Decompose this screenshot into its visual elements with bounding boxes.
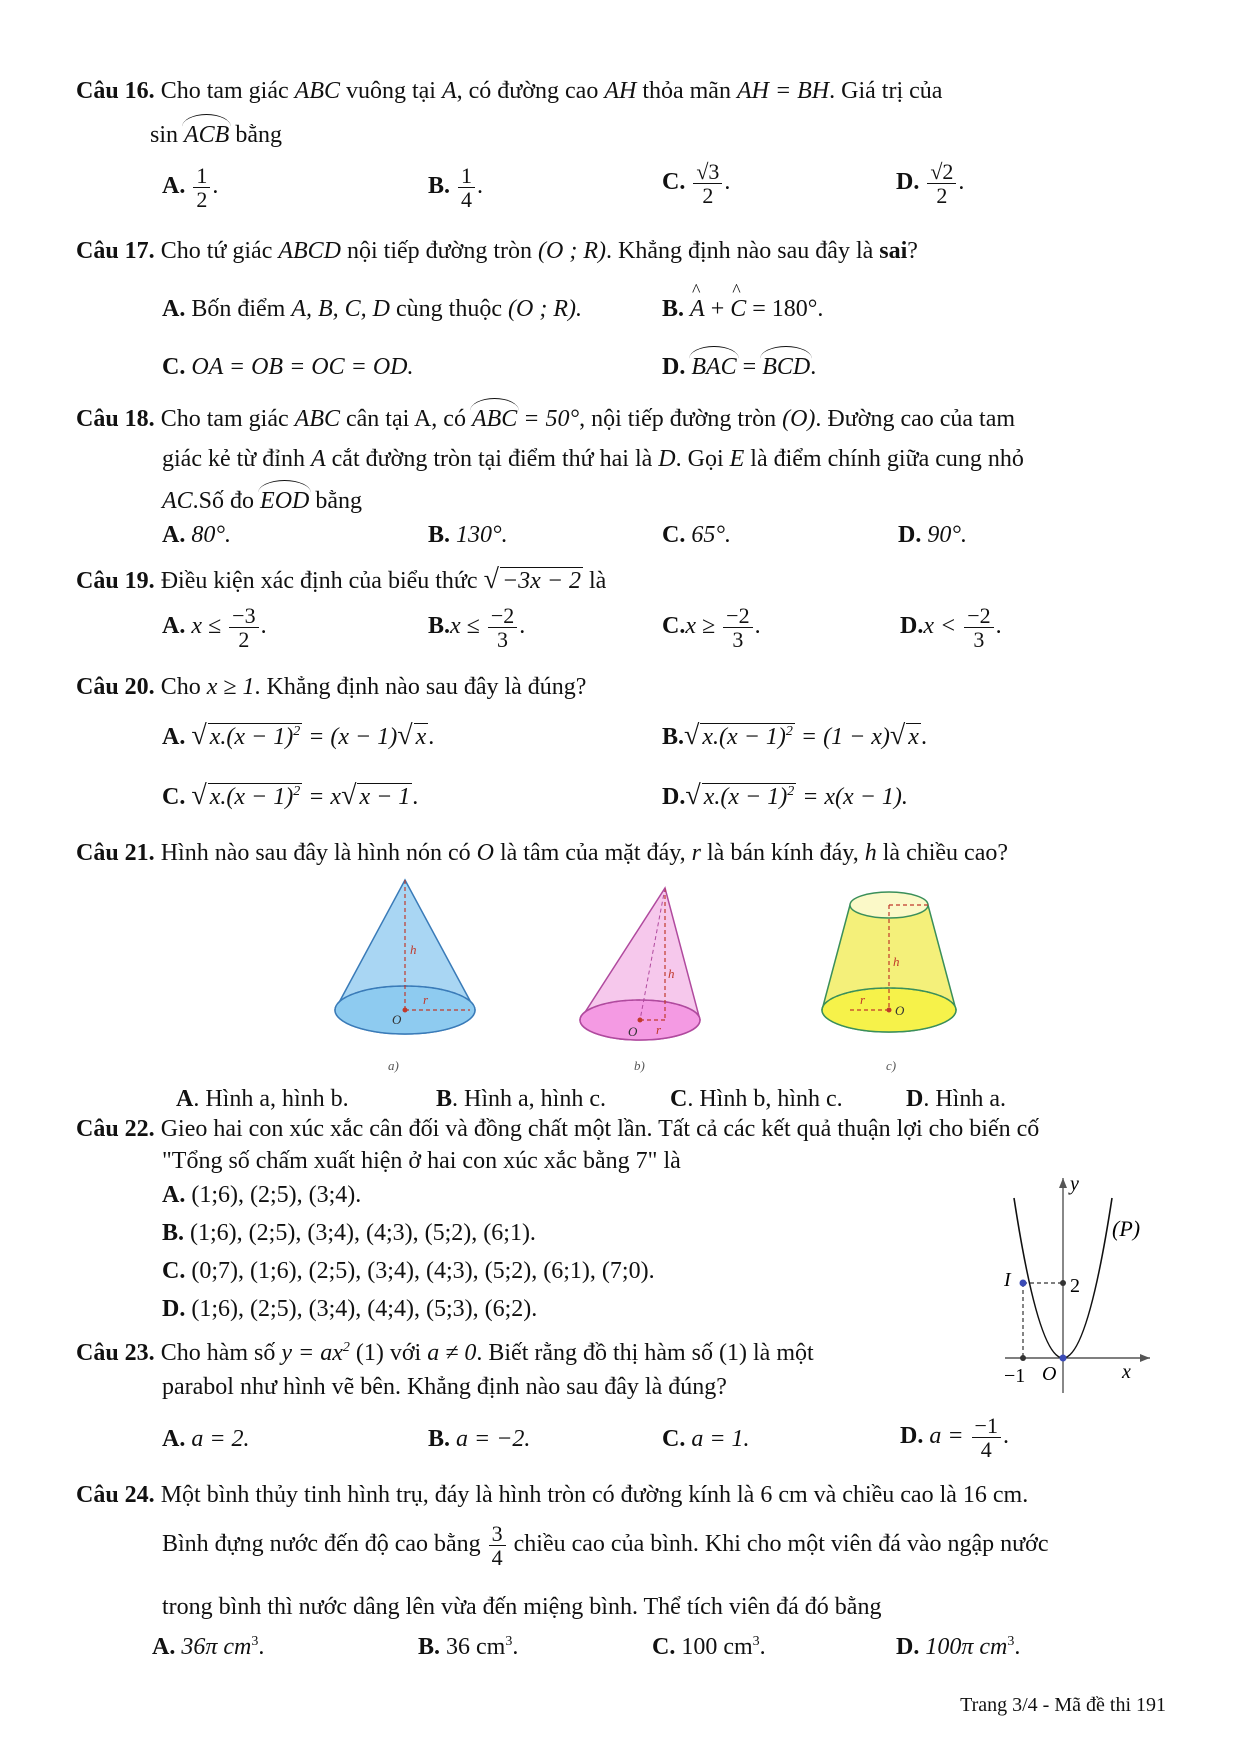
- option-label: D.: [900, 1423, 924, 1450]
- q24-line1: [76, 1482, 1028, 1510]
- angle-a: ^ A: [690, 296, 705, 324]
- q23-option-a[interactable]: [162, 1426, 250, 1454]
- q16-eq: AH = BH: [736, 78, 830, 104]
- option-label: A.: [162, 296, 186, 322]
- fig-b-o: O: [628, 1024, 638, 1039]
- q21-option-a[interactable]: [176, 1086, 349, 1114]
- frac-den: 2: [238, 627, 250, 653]
- frac-den: 3: [973, 627, 985, 653]
- frac-num: −2: [723, 604, 752, 628]
- exponent: 2: [293, 724, 301, 739]
- q23-option-c[interactable]: [662, 1426, 750, 1454]
- q21-figures: [320, 870, 980, 1080]
- q16-option-d[interactable]: D. $\frac{√2}{2}$ .: [896, 159, 965, 209]
- radicand: [702, 783, 796, 812]
- q24-text: chiều cao của bình. Khi cho một viên đá vào ngập nước: [513, 1531, 1049, 1558]
- frac-den: 3: [732, 627, 744, 653]
- q23-label: Câu 23.: [76, 1340, 155, 1366]
- q17-option-c[interactable]: [162, 354, 413, 382]
- option-rel: x ≥: [685, 613, 716, 640]
- q19-option-a[interactable]: A. x ≤ $\frac{-3}{2}$ .: [162, 603, 267, 653]
- q18-text: cân tại A, có: [345, 406, 466, 432]
- q18-angle-abc: ABC: [472, 398, 517, 434]
- frac-den: 2: [196, 187, 208, 213]
- frustum-c-figure: [822, 892, 956, 1073]
- dot: .: [428, 724, 435, 750]
- frac-den: 4: [461, 187, 473, 213]
- option-label: C.: [662, 522, 686, 548]
- q19-option-d[interactable]: D.x < $\frac{-2}{3}$ .: [900, 603, 1002, 653]
- fig-a-h: h: [410, 942, 417, 957]
- q17-label: Câu 17.: [76, 238, 155, 264]
- fig-b-r: r: [656, 1022, 662, 1037]
- option-label: D.: [162, 1296, 186, 1322]
- graph-o-label: O: [1042, 1363, 1057, 1385]
- option-label: D: [906, 1086, 924, 1112]
- q17-text: . Khẳng định nào sau đây là: [606, 238, 874, 264]
- q18-text: .Số đo: [192, 488, 255, 514]
- q17-line1: [76, 238, 918, 266]
- sqrt-sign: √: [889, 720, 906, 751]
- option-label: C.: [162, 784, 186, 810]
- fig-c-h: h: [893, 954, 900, 969]
- q22-label: Câu 22.: [76, 1116, 155, 1142]
- q16-option-b[interactable]: B. $\frac{1}{4}$ .: [428, 163, 484, 213]
- q20-option-b[interactable]: [662, 720, 927, 752]
- radicand: [208, 783, 302, 812]
- page-footer: Trang 3/4 - Mã đề thi 191: [960, 1694, 1166, 1716]
- fig-a-caption: a): [388, 1058, 399, 1073]
- dot: .: [258, 1634, 265, 1660]
- option-text: . Hình a, hình c.: [452, 1086, 606, 1112]
- option-label: B.: [428, 613, 451, 640]
- q19-option-c[interactable]: C.x ≥ $\frac{-2}{3}$ .: [662, 603, 761, 653]
- q17-circle: (O ; R): [538, 238, 606, 264]
- option-label: C.: [662, 169, 686, 196]
- option-label: D.: [900, 613, 924, 640]
- option-text: (1;6), (2;5), (3;4), (4;3), (5;2), (6;1).: [190, 1220, 536, 1246]
- exponent: 3: [505, 1634, 513, 1649]
- q18-option-d[interactable]: [898, 522, 967, 550]
- dot: .: [759, 1634, 766, 1660]
- q18-circle: (O): [782, 406, 816, 432]
- exponent: 2: [293, 784, 301, 799]
- q20-text: Cho: [160, 674, 201, 700]
- option-label: A.: [162, 613, 186, 640]
- q17-option-a[interactable]: [162, 296, 582, 324]
- option-label: A.: [162, 1182, 186, 1208]
- q17-option-d[interactable]: [662, 346, 816, 382]
- exponent: 3: [251, 1634, 259, 1649]
- q17-abcd: ABCD: [278, 238, 342, 264]
- q21-option-c[interactable]: [670, 1086, 843, 1114]
- graph-i-label: I: [1004, 1269, 1011, 1291]
- arc-bac: BAC: [691, 346, 736, 382]
- frac-num: −1: [972, 1414, 1001, 1438]
- q24-option-d[interactable]: [896, 1634, 1020, 1662]
- option-label: D.: [896, 1634, 920, 1660]
- option-label: B.: [162, 1220, 185, 1246]
- fig-c-o: O: [895, 1003, 905, 1018]
- q18-angle-val: = 50°: [523, 406, 580, 432]
- cone-a-figure: [335, 880, 475, 1073]
- option-label: A.: [162, 724, 186, 750]
- q18-text: bằng: [315, 488, 363, 514]
- frac-num: 1: [193, 164, 210, 188]
- exponent: 2: [785, 724, 793, 739]
- q16-text: bằng: [235, 122, 282, 148]
- radicand: [700, 723, 794, 752]
- radicand-text: x.(x − 1): [209, 724, 294, 750]
- fig-a-r: r: [423, 992, 429, 1007]
- q20-option-c[interactable]: [162, 780, 418, 812]
- q21-line1: [76, 840, 1008, 868]
- option-rel: x <: [923, 613, 957, 640]
- dot: .: [1014, 1634, 1021, 1660]
- point-i: [1020, 1280, 1027, 1287]
- q21-text: là chiều cao?: [882, 840, 1008, 866]
- option-label: D.: [898, 522, 922, 548]
- q23-text: (1) với: [355, 1340, 422, 1366]
- option-label: B.: [428, 173, 451, 200]
- option-text: Bốn điểm: [191, 296, 286, 322]
- option-value: 100 cm: [681, 1634, 753, 1660]
- option-text: . Hình a, hình b.: [193, 1086, 349, 1112]
- option-label: D.: [662, 784, 686, 810]
- option-label: A.: [162, 522, 186, 548]
- option-value: 65°.: [691, 522, 731, 548]
- option-rad: x: [415, 724, 427, 750]
- q24-option-b[interactable]: [418, 1634, 518, 1662]
- q21-h: h: [864, 840, 877, 866]
- q24-option-a[interactable]: [152, 1634, 264, 1662]
- q16-a: A: [441, 78, 457, 104]
- fraction: [693, 160, 722, 207]
- q18-e: E: [729, 446, 745, 472]
- q17-qmark: ?: [907, 238, 918, 264]
- graph-p-label: (P): [1112, 1216, 1141, 1241]
- q18-text: cắt đường tròn tại điểm thứ hai là: [331, 446, 653, 472]
- sqrt-sign: √: [191, 780, 207, 811]
- q18-d: D: [658, 446, 676, 472]
- q18-text: . Đường cao của tam: [815, 406, 1016, 432]
- q17-text: Cho tứ giác: [160, 238, 273, 264]
- q20-line1: [76, 674, 586, 702]
- graph-two-label: 2: [1070, 1275, 1080, 1297]
- q16-option-a[interactable]: A. $\frac{1}{2}$ .: [162, 163, 219, 213]
- frac-num: 3: [489, 1522, 506, 1546]
- option-label: C.: [652, 1634, 676, 1660]
- q23-line1: [76, 1340, 814, 1368]
- option-label: A.: [152, 1634, 176, 1660]
- q23-text: . Biết rằng đồ thị hàm số (1) là một: [476, 1340, 814, 1366]
- exponent: 3: [1007, 1634, 1015, 1649]
- frac-den: 4: [491, 1545, 503, 1571]
- q24-line2: [162, 1522, 1049, 1569]
- option-label: A.: [162, 1426, 186, 1452]
- q18-label: Câu 18.: [76, 406, 155, 432]
- fig-c-caption: c): [886, 1058, 897, 1073]
- q18-line1: [76, 398, 1015, 434]
- option-value: a =: [929, 1423, 964, 1450]
- frac-den: 2: [936, 183, 948, 209]
- q18-a: A: [310, 446, 326, 472]
- option-label: C: [670, 1086, 688, 1112]
- q17-sai: sai: [879, 238, 908, 264]
- graph-neg1-label: −1: [1004, 1365, 1026, 1387]
- exponent: 2: [787, 784, 795, 799]
- option-value: 130°.: [456, 522, 508, 548]
- q16-text: . Giá trị của: [829, 78, 943, 104]
- option-value: 90°.: [927, 522, 967, 548]
- q20-text: . Khẳng định nào sau đây là đúng?: [254, 674, 587, 700]
- q23-cond: a ≠ 0: [427, 1340, 477, 1366]
- option-value: a = 2.: [191, 1426, 250, 1452]
- fraction: [229, 604, 258, 651]
- option-rel: x ≤: [191, 613, 222, 640]
- q21-r: r: [691, 840, 702, 866]
- angle-c: ^ C: [730, 296, 746, 324]
- q23-text: parabol như hình vẽ bên. Khẳng định nào sau đây là đúng?: [162, 1374, 727, 1400]
- q19-label: Câu 19.: [76, 568, 155, 594]
- q20-option-d[interactable]: [662, 780, 908, 812]
- q16-line1: [76, 78, 942, 106]
- q17-text: nội tiếp đường tròn: [347, 238, 533, 264]
- radicand-text: x.(x − 1): [209, 784, 294, 810]
- sqrt-sign: √: [684, 720, 700, 751]
- fig-c-r: r: [860, 992, 866, 1007]
- q20-label: Câu 20.: [76, 674, 155, 700]
- q24-text: trong bình thì nước dâng lên vừa đến miệng bình. Thể tích viên đá đó bằng: [162, 1594, 882, 1620]
- fig-b-h: h: [668, 966, 675, 981]
- option-rad: x − 1: [359, 784, 411, 810]
- frac-num: −2: [488, 604, 517, 628]
- q16-sin: sin: [150, 122, 179, 148]
- q16-text: , có đường cao: [456, 78, 599, 104]
- q18-text: Cho tam giác: [160, 406, 289, 432]
- q24-option-c[interactable]: [652, 1634, 766, 1662]
- option-value: 80°.: [191, 522, 231, 548]
- q18-option-a[interactable]: [162, 522, 231, 550]
- q18-ac: AC: [162, 488, 193, 514]
- q23-text: Cho hàm số: [160, 1340, 276, 1366]
- q18-line2: [162, 446, 1024, 474]
- q22-option-b[interactable]: [162, 1220, 536, 1248]
- option-circle: (O ; R).: [508, 296, 582, 322]
- q16-line2: [150, 114, 282, 150]
- q23-parabola-graph: [990, 1168, 1160, 1398]
- fraction: [972, 1414, 1001, 1461]
- q18-abc: ABC: [294, 406, 340, 432]
- dot: .: [512, 1634, 519, 1660]
- frac-den: 2: [702, 183, 714, 209]
- q24-text: Một bình thủy tinh hình trụ, đáy là hình tròn có đường kính là 6 cm và chiều cao là 16 cm.: [160, 1482, 1029, 1508]
- radicand-text: x.(x − 1): [703, 784, 788, 810]
- q22-option-a[interactable]: [162, 1182, 361, 1210]
- frac-num: √2: [927, 160, 956, 184]
- fraction: [193, 164, 210, 211]
- option-value: 100π cm: [925, 1634, 1008, 1660]
- q21-text: là bán kính đáy,: [707, 840, 859, 866]
- option-text: (1;6), (2;5), (3;4).: [191, 1182, 362, 1208]
- option-label: A: [176, 1086, 194, 1112]
- q20-option-a[interactable]: [162, 720, 434, 752]
- option-text: OA = OB = OC = OD.: [191, 354, 414, 380]
- sqrt-sign: √: [685, 780, 701, 811]
- dot: .: [412, 784, 419, 810]
- option-label: C.: [662, 1426, 686, 1452]
- option-label: B.: [662, 724, 685, 750]
- q23-line2: [162, 1374, 727, 1402]
- option-label: C.: [662, 613, 686, 640]
- frac-num: −3: [229, 604, 258, 628]
- q22-line1: [76, 1116, 1039, 1144]
- option-rhs: = (1 − x): [800, 724, 890, 750]
- option-value: 36π cm: [181, 1634, 252, 1660]
- q22-text: "Tổng số chấm xuất hiện ở hai con xúc xắc bằng 7" là: [162, 1148, 681, 1174]
- q22-option-d[interactable]: [162, 1296, 537, 1324]
- q23-func: y = ax: [281, 1340, 343, 1366]
- q21-label: Câu 21.: [76, 840, 155, 866]
- q18-line3: [162, 480, 362, 516]
- q24-label: Câu 24.: [76, 1482, 155, 1508]
- option-rhs: = x(x − 1).: [802, 784, 908, 810]
- fraction: [458, 164, 475, 211]
- radicand: [208, 723, 302, 752]
- q23-option-b[interactable]: [428, 1426, 530, 1454]
- q22-text: Gieo hai con xúc xắc cân đối và đồng chất một lần. Tất cả các kết quả thuận lợi cho biến cố: [160, 1116, 1040, 1142]
- q21-option-d[interactable]: [906, 1086, 1006, 1114]
- option-label: B.: [428, 522, 451, 548]
- option-points: A, B, C, D: [291, 296, 391, 322]
- q16-ah: AH: [604, 78, 637, 104]
- q22-option-c[interactable]: [162, 1258, 655, 1286]
- graph-x-label: x: [1122, 1361, 1131, 1383]
- q18-option-b[interactable]: [428, 522, 508, 550]
- fraction: [723, 604, 752, 651]
- option-text: (0;7), (1;6), (2;5), (3;4), (4;3), (5;2), (6;1), (7;0).: [191, 1258, 655, 1284]
- fig-a-o: O: [392, 1012, 402, 1027]
- fraction: [488, 604, 517, 651]
- exponent: 2: [342, 1340, 350, 1355]
- q17-option-b[interactable]: [662, 296, 823, 324]
- frac-num: 1: [458, 164, 475, 188]
- option-text: cùng thuộc: [396, 296, 502, 322]
- option-label: B: [436, 1086, 453, 1112]
- option-value: a = 1.: [691, 1426, 750, 1452]
- q24-text: Bình đựng nước đến độ cao bằng: [162, 1531, 481, 1558]
- frac-den: 4: [980, 1437, 992, 1463]
- cone-b-figure: [580, 888, 700, 1073]
- fig-b-caption: b): [634, 1058, 645, 1073]
- q16-text: Cho tam giác: [160, 78, 289, 104]
- option-label: C.: [162, 1258, 186, 1284]
- fraction: [927, 160, 956, 207]
- option-rel: x ≤: [450, 613, 480, 640]
- q21-o: O: [476, 840, 494, 866]
- q19-option-b[interactable]: B.x ≤ $\frac{-2}{3}$ .: [428, 603, 526, 653]
- sqrt-sign: √: [397, 720, 413, 751]
- q16-option-c[interactable]: C. $\frac{√3}{2}$ .: [662, 159, 731, 209]
- q18-text: , nội tiếp đường tròn: [579, 406, 777, 432]
- dot: .: [810, 354, 817, 380]
- option-label: B.: [662, 296, 685, 322]
- sqrt-sign: √: [483, 564, 499, 595]
- option-text: (1;6), (2;5), (3;4), (4;4), (5;3), (6;2).: [191, 1296, 538, 1322]
- option-label: C.: [162, 354, 186, 380]
- q16-angle-acb: ACB: [184, 114, 229, 150]
- frac-num: −2: [964, 604, 993, 628]
- radicand-text: x.(x − 1): [702, 724, 786, 750]
- fraction: [964, 604, 993, 651]
- q21-option-b[interactable]: [436, 1086, 606, 1114]
- q18-option-c[interactable]: [662, 522, 731, 550]
- q21-text: Hình nào sau đây là hình nón có: [160, 840, 471, 866]
- arc-bcd: BCD: [762, 346, 810, 382]
- option-value: a = −2.: [456, 1426, 531, 1452]
- q20-cond: x ≥ 1: [206, 674, 255, 700]
- q16-label: Câu 16.: [76, 78, 155, 104]
- dot: .: [920, 724, 927, 750]
- option-eq: =: [742, 354, 757, 380]
- option-label: B.: [428, 1426, 451, 1452]
- exponent: 3: [752, 1634, 760, 1649]
- option-label: B.: [418, 1634, 441, 1660]
- q19-line1: [76, 564, 606, 596]
- q18-text: là điểm chính giữa cung nhỏ: [750, 446, 1024, 472]
- option-value: 36 cm: [446, 1634, 506, 1660]
- sqrt-sign: √: [341, 780, 357, 811]
- q16-abc: ABC: [294, 78, 340, 104]
- q19-text: là: [589, 568, 607, 594]
- frac-num: √3: [693, 160, 722, 184]
- q19-radicand: −3x − 2: [501, 568, 582, 594]
- q16-text: thỏa mãn: [642, 78, 731, 104]
- q23-option-d[interactable]: D. a = $\frac{-1}{4}$ .: [900, 1413, 1009, 1463]
- option-text: . Hình a.: [923, 1086, 1006, 1112]
- q19-text: Điều kiện xác định của biểu thức: [160, 568, 478, 594]
- q18-text: . Gọi: [675, 446, 724, 472]
- q21-text: là tâm của mặt đáy,: [499, 840, 686, 866]
- option-text: . Hình b, hình c.: [687, 1086, 843, 1112]
- q18-text: giác kẻ từ đỉnh: [162, 446, 305, 472]
- plus: +: [710, 296, 725, 322]
- graph-y-label: y: [1070, 1173, 1079, 1195]
- fraction: [489, 1522, 506, 1569]
- q22-line2: [162, 1148, 681, 1176]
- q24-line3: [162, 1594, 881, 1622]
- frac-den: 3: [497, 627, 509, 653]
- q16-text: vuông tại: [345, 78, 436, 104]
- option-rad: x: [908, 724, 919, 750]
- option-eq: = 180°.: [752, 296, 824, 322]
- option-label: D.: [662, 354, 686, 380]
- option-rhs: = x: [308, 784, 342, 810]
- option-label: A.: [162, 173, 186, 200]
- option-label: D.: [896, 169, 920, 196]
- option-rhs: = (x − 1): [308, 724, 398, 750]
- q18-arc-eod: EOD: [260, 480, 309, 516]
- sqrt-sign: √: [191, 720, 207, 751]
